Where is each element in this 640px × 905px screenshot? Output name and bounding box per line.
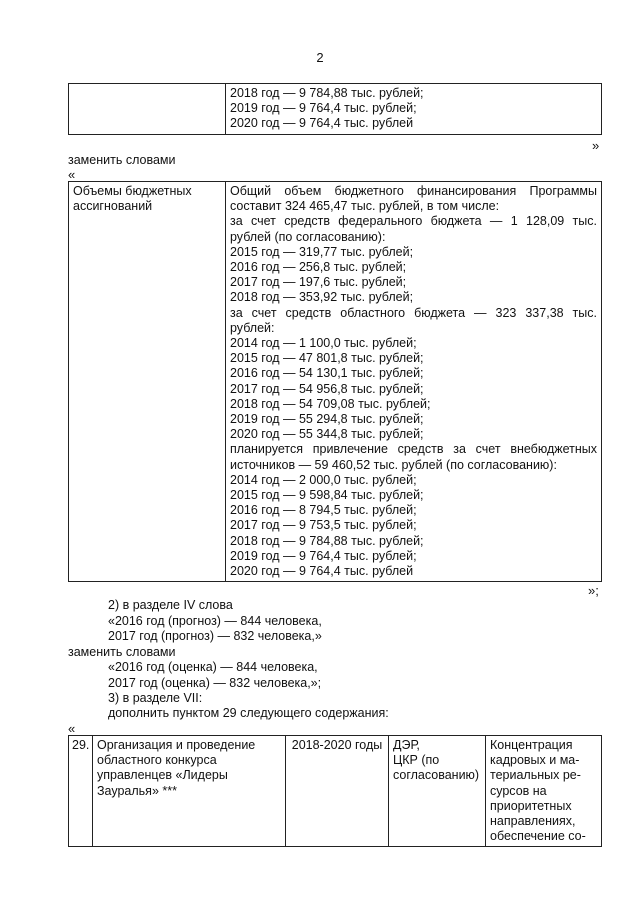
- row29-executors-cell: [389, 736, 486, 847]
- row29-event-line-1: Организация и проведение: [97, 738, 256, 752]
- row29-result-cell: [486, 736, 602, 847]
- regional-year-2016: 2016 год — 54 130,1 тыс. рублей;: [230, 366, 424, 381]
- regional-year-2015: 2015 год — 47 801,8 тыс. рублей;: [230, 351, 424, 366]
- extra-year-2015: 2015 год — 9 598,84 тыс. рублей;: [230, 488, 424, 503]
- row29-event-line-2: областного конкурса: [97, 753, 217, 768]
- federal-year-2017: 2017 год — 197,6 тыс. рублей;: [230, 275, 407, 290]
- open-quote-1: «: [68, 167, 76, 182]
- total-text: Общий объем бюджетного финансирования Программы составит 324 465,47 тыс. рублей, в том числе:: [230, 184, 597, 214]
- top-line-2018: 2018 год — 9 784,88 тыс. рублей;: [230, 86, 424, 100]
- replace-words-1: заменить словами: [68, 153, 176, 167]
- top-line-2020: 2020 год — 9 764,4 тыс. рублей: [230, 116, 414, 131]
- top-line-2019: 2019 год — 9 764,4 тыс. рублей;: [230, 101, 417, 116]
- row29-event-cell: [93, 736, 286, 847]
- regional-year-2017: 2017 год — 54 956,8 тыс. рублей;: [230, 381, 424, 396]
- top-table-right-cell: [226, 84, 602, 135]
- federal-year-2016: 2016 год — 256,8 тыс. рублей;: [230, 260, 407, 275]
- extra-text: планируется привлечение средств за счет внебюджетных источников — 59 460,52 тыс. рублей (по согласованию):: [230, 442, 597, 472]
- row29-result-line-1: Концентрация: [490, 738, 573, 752]
- extra-year-2019: 2019 год — 9 764,4 тыс. рублей;: [230, 548, 417, 563]
- row29-table: [68, 735, 602, 847]
- top-table: [68, 83, 602, 135]
- top-table-left-cell: [69, 84, 226, 135]
- row29-executor-line-2: ЦКР (по: [393, 753, 440, 768]
- row29-result-line-4: сурсов на: [490, 783, 547, 798]
- open-quote-2: «: [68, 721, 76, 736]
- row29-executor-line-3: согласованию): [393, 768, 480, 783]
- budget-label: Объемы бюджетных ассигнований: [73, 184, 192, 214]
- replace-words-2: заменить словами: [68, 645, 176, 659]
- page-number: 2: [316, 50, 324, 65]
- budget-content-cell: [226, 182, 602, 582]
- row29-result-line-3: териальных ре-: [490, 768, 581, 783]
- close-quote-1: »: [592, 138, 600, 153]
- row29-period-cell: [286, 736, 389, 847]
- budget-table: [68, 181, 602, 582]
- federal-text: за счет средств федерального бюджета — 1 128,09 тыс. рублей (по согласованию):: [230, 214, 597, 244]
- row29-event-line-3: управленцев «Лидеры: [97, 768, 228, 783]
- row29-result-line-7: обеспечение со-: [490, 829, 586, 844]
- row29-result-line-5: приоритетных: [490, 798, 572, 813]
- row29-executor-line-1: ДЭР,: [393, 738, 420, 752]
- federal-year-2015: 2015 год — 319,77 тыс. рублей;: [230, 244, 414, 259]
- row29-period: 2018-2020 годы: [291, 738, 383, 752]
- row29-event-line-4: Зауралья» ***: [97, 783, 177, 798]
- extra-year-2014: 2014 год — 2 000,0 тыс. рублей;: [230, 472, 417, 487]
- extra-year-2018: 2018 год — 9 784,88 тыс. рублей;: [230, 533, 424, 548]
- budget-label-cell: [69, 182, 226, 582]
- row29-number-cell: [69, 736, 93, 847]
- regional-year-2019: 2019 год — 55 294,8 тыс. рублей;: [230, 412, 424, 427]
- extra-year-2017: 2017 год — 9 753,5 тыс. рублей;: [230, 518, 417, 533]
- section-line-1: 2) в разделе IV слова: [108, 598, 233, 612]
- extra-year-2020: 2020 год — 9 764,4 тыс. рублей: [230, 564, 414, 579]
- regional-year-2014: 2014 год — 1 100,0 тыс. рублей;: [230, 336, 417, 351]
- regional-text: за счет средств областного бюджета — 323 337,38 тыс. рублей:: [230, 305, 597, 335]
- federal-year-2018: 2018 год — 353,92 тыс. рублей;: [230, 290, 414, 305]
- close-quote-2: »;: [588, 583, 599, 598]
- section-line-2: «2016 год (прогноз) — 844 человека,: [108, 614, 322, 628]
- regional-year-2020: 2020 год — 55 344,8 тыс. рублей;: [230, 427, 424, 442]
- section2-line-1: «2016 год (оценка) — 844 человека,: [108, 660, 318, 674]
- extra-year-2016: 2016 год — 8 794,5 тыс. рублей;: [230, 503, 417, 518]
- section2-line-2: 2017 год (оценка) — 832 человека,»;: [108, 676, 322, 690]
- section-line-3: 2017 год (прогноз) — 832 человека,»: [108, 629, 322, 643]
- row29-number: 29.: [72, 738, 90, 752]
- row29-result-line-2: кадровых и ма-: [490, 753, 580, 768]
- regional-year-2018: 2018 год — 54 709,08 тыс. рублей;: [230, 396, 431, 411]
- section2-line-3: 3) в разделе VII:: [108, 691, 203, 705]
- section2-line-4: дополнить пунктом 29 следующего содержания:: [108, 706, 389, 720]
- row29-result-line-6: направлениях,: [490, 814, 576, 829]
